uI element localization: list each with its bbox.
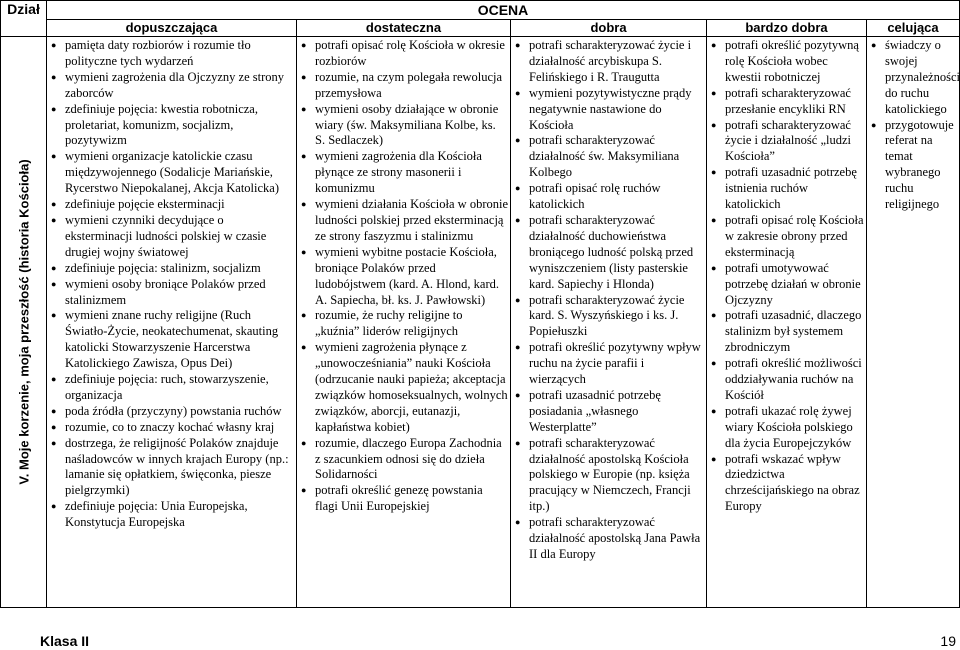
criterion-item: ● wymieni czynniki decydujące o eksterminacji ludności polskiej w czasie drugiej wojny światowej (51, 213, 294, 261)
criterion-item: ● rozumie, co to znaczy kochać własny kraj (51, 420, 294, 436)
section-header: Dział (1, 1, 47, 37)
column-dobra (511, 37, 707, 608)
criterion-item: ● wymieni działania Kościoła w obronie ludności polskiej przed eksterminacją ze strony faszyzmu i stalinizmu (301, 197, 508, 245)
criterion-item: ● rozumie, dlaczego Europa Zachodnia z szacunkiem odnosi się do dzieła Solidarności (301, 436, 508, 484)
criteria-list (297, 37, 510, 517)
criterion-item: ● wymieni zagrożenia dla Kościoła płynące ze strony masonerii i komunizmu (301, 149, 508, 197)
grade-label-dobra: dobra (511, 19, 707, 37)
criterion-item: ● potrafi scharakteryzować działalność apostolską Jana Pawła II dla Europy (515, 515, 704, 563)
criterion-item: ● potrafi uzasadnić potrzebę istnienia ruchów katolickich (711, 165, 864, 213)
criterion-item: ● wymieni wybitne postacie Kościoła, broniące Polaków przed ludobójstwem (kard. A. Hlond, kard. A. Sapiecha, bł. ks. J. Pawłowski) (301, 245, 508, 309)
criterion-item: ● potrafi określić pozytywną rolę Kościoła wobec kwestii robotniczej (711, 38, 864, 86)
criterion-item: ● pamięta daty rozbiorów i rozumie tło polityczne tych wydarzeń (51, 38, 294, 70)
criterion-item: ● potrafi opisać rolę Kościoła w okresie rozbiorów (301, 38, 508, 70)
grade-label-dostateczna: dostateczna (297, 19, 511, 37)
criterion-item: ● potrafi scharakteryzować działalność św. Maksymiliana Kolbego (515, 133, 704, 181)
section-title: V. Moje korzenie, moja przeszłość (historia Kościoła) (16, 159, 31, 485)
criterion-item: ● potrafi określić genezę powstania flagi Unii Europejskiej (301, 483, 508, 515)
criterion-item: ● wymieni pozytywistyczne prądy negatywnie nastawione do Kościoła (515, 86, 704, 134)
criterion-item: ● poda źródła (przyczyny) powstania ruchów (51, 404, 294, 420)
criterion-item: ● potrafi scharakteryzować życie kard. S. Wyszyńskiego i ks. J. Popiełuszki (515, 293, 704, 341)
criterion-item: ● potrafi ukazać rolę żywej wiary Kościoła polskiego dla życia Europejczyków (711, 404, 864, 452)
criterion-item: ● wymieni zagrożenia płynące z „unowocześniania” nauki Kościoła (odrzucanie nauki papieża; akceptacja związków homoseksualnych, wolnych związków, aborcji, eutanazji, kapłaństwa kobiet) (301, 340, 508, 435)
criterion-item: ● zdefiniuje pojęcia: Unia Europejska, Konstytucja Europejska (51, 499, 294, 531)
criterion-item: ● potrafi określić możliwości oddziaływania ruchów na Kościół (711, 356, 864, 404)
criterion-item: ● potrafi scharakteryzować działalność apostolską Kościoła polskiego w Europie (np. księża pracujący w Niemczech, Francji itp.) (515, 436, 704, 516)
criterion-item: ● przygotowuje referat na temat wybranego ruchu religijnego (871, 118, 957, 213)
grade-label-bardzo-dobra: bardzo dobra (707, 19, 867, 37)
criterion-item: ● potrafi scharakteryzować życie i działalność „ludzi Kościoła” (711, 118, 864, 166)
grade-label-celujaca: celująca (867, 19, 960, 37)
criteria-list (511, 37, 706, 565)
criterion-item: ● potrafi określić pozytywny wpływ ruchu na życie parafii i wierzących (515, 340, 704, 388)
criterion-item: ● potrafi opisać rolę Kościoła w zakresie obrony przed eksterminacją (711, 213, 864, 261)
class-label: Klasa II (40, 633, 90, 649)
criterion-item: ● dostrzega, że religijność Polaków znajduje naśladowców w innych krajach Europy (np.: lamanie się opłatkiem, święconka, piesze pielgrzymki) (51, 436, 294, 500)
criterion-item: ● potrafi wskazać wpływ dziedzictwa chrześcijańskiego na obraz Europy (711, 452, 864, 516)
column-celujaca (867, 37, 960, 608)
criterion-item: ● zdefiniuje pojęcia: stalinizm, socjalizm (51, 261, 294, 277)
criterion-item: ● potrafi scharakteryzować przesłanie encykliki RN (711, 86, 864, 118)
criterion-item: ● rozumie, że ruchy religijne to „kuźnia” liderów religijnych (301, 308, 508, 340)
criterion-item: ● zdefiniuje pojęcie eksterminacji (51, 197, 294, 213)
criterion-item: ● potrafi uzasadnić potrzebę posiadania „własnego Westerplatte” (515, 388, 704, 436)
criteria-list (707, 37, 866, 517)
column-dostateczna (297, 37, 511, 608)
column-dopuszczajaca (47, 37, 297, 608)
grade-label-dopuszczajaca: dopuszczająca (47, 19, 297, 37)
section-title-cell (1, 37, 47, 608)
criterion-item: ● rozumie, na czym polegała rewolucja przemysłowa (301, 70, 508, 102)
criterion-item: ● zdefiniuje pojęcia: ruch, stowarzyszenie, organizacja (51, 372, 294, 404)
criterion-item: ● wymieni zagrożenia dla Ojczyzny ze strony zaborców (51, 70, 294, 102)
criterion-item: ● potrafi scharakteryzować działalność duchowieństwa broniącego ludność polską przed wyniszczeniem (listy pasterskie kard. Sapiechy i Hlonda) (515, 213, 704, 293)
criteria-list (47, 37, 296, 533)
column-bardzo-dobra (707, 37, 867, 608)
grade-header: OCENA (47, 1, 960, 20)
criterion-item: ● świadczy o swojej przynależności do ruchu katolickiego (871, 38, 957, 118)
criterion-item: ● potrafi opisać rolę ruchów katolickich (515, 181, 704, 213)
criterion-item: ● zdefiniuje pojęcia: kwestia robotnicza, proletariat, komunizm, socjalizm, pozytywizm (51, 102, 294, 150)
criterion-item: ● wymieni osoby broniące Polaków przed stalinizmem (51, 277, 294, 309)
criterion-item: ● wymieni organizacje katolickie czasu międzywojennego (Sodalicje Mariańskie, Rycerstwo Niepokalanej, Akcja Katolicka) (51, 149, 294, 197)
criterion-item: ● wymieni osoby działające w obronie wiary (św. Maksymiliana Kolbe, ks. S. Sedlaczek) (301, 102, 508, 150)
criterion-item: ● potrafi uzasadnić, dlaczego stalinizm był systemem zbrodniczym (711, 308, 864, 356)
page-number: 19 (940, 633, 956, 649)
criterion-item: ● potrafi scharakteryzować życie i działalność arcybiskupa S. Felińskiego i R. Traugutta (515, 38, 704, 86)
criterion-item: ● wymieni znane ruchy religijne (Ruch Światło-Życie, neokatechumenat, skauting katolicki Stowarzyszenie Harcerstwa Katolickiego Zawisza, Opus Dei) (51, 308, 294, 372)
criteria-list (867, 37, 959, 215)
criterion-item: ● potrafi umotywować potrzebę działań w obronie Ojczyzny (711, 261, 864, 309)
